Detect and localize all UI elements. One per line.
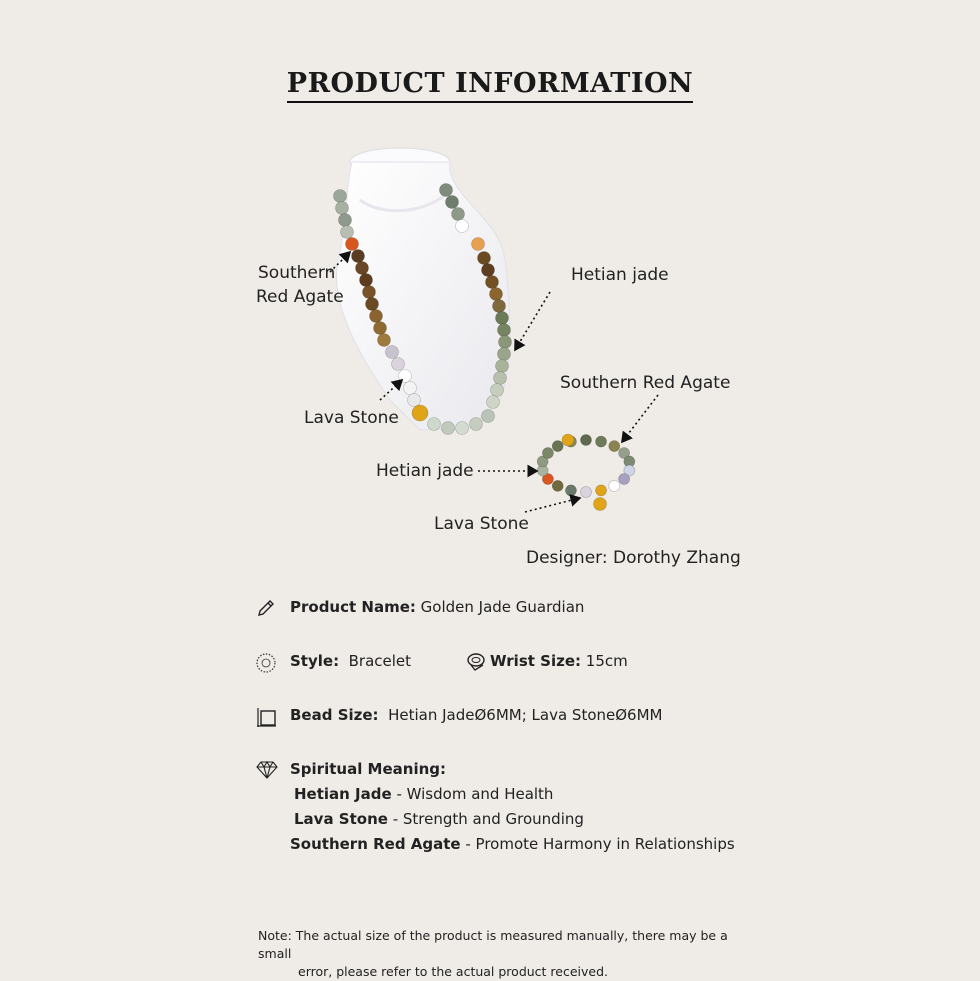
necklace-bead bbox=[482, 264, 495, 277]
measuring-tape-icon bbox=[466, 652, 486, 672]
meaning-item bbox=[290, 835, 735, 853]
label-bracelet-lava: Lava Stone bbox=[434, 514, 529, 534]
necklace-bead bbox=[491, 384, 504, 397]
meaning-text: - Wisdom and Health bbox=[391, 785, 554, 803]
necklace-bead bbox=[341, 226, 354, 239]
spiritual-meaning-label: Spiritual Meaning: bbox=[290, 760, 447, 778]
product-name-row bbox=[290, 598, 584, 616]
necklace-bead bbox=[456, 220, 469, 233]
necklace-bead bbox=[352, 250, 365, 263]
diamond-icon bbox=[256, 760, 278, 780]
bracelet-bead bbox=[619, 474, 630, 485]
bracelet-bead bbox=[542, 448, 553, 459]
bracelet bbox=[537, 434, 635, 511]
mannequin-bust bbox=[337, 148, 510, 430]
bracelet-bead bbox=[581, 487, 592, 498]
necklace-bead bbox=[499, 336, 512, 349]
necklace-bead bbox=[428, 418, 441, 431]
necklace-bead bbox=[404, 382, 417, 395]
bracelet-bead bbox=[596, 485, 607, 496]
bracelet-charm bbox=[594, 498, 607, 511]
necklace-bead bbox=[366, 298, 379, 311]
necklace-bead bbox=[392, 358, 405, 371]
necklace-bead bbox=[356, 262, 369, 275]
necklace-bead bbox=[374, 322, 387, 335]
necklace-bead bbox=[446, 196, 459, 209]
necklace-bead bbox=[440, 184, 453, 197]
necklace-bead bbox=[339, 214, 352, 227]
style-row bbox=[290, 652, 411, 670]
arrow-bracelet-agate bbox=[622, 395, 658, 442]
necklace-bead bbox=[496, 360, 509, 373]
style-badge-icon bbox=[255, 652, 277, 674]
bracelet-bead bbox=[552, 480, 563, 491]
note-line-2: error, please refer to the actual product received. bbox=[298, 964, 609, 979]
meaning-text: - Promote Harmony in Relationships bbox=[460, 835, 735, 853]
meaning-text: - Strength and Grounding bbox=[387, 810, 584, 828]
label-bracelet-agate: Southern Red Agate bbox=[560, 373, 731, 393]
necklace-bead bbox=[378, 334, 391, 347]
label-necklace-lava: Lava Stone bbox=[304, 408, 399, 428]
wrist-size-label: Wrist Size: bbox=[490, 652, 581, 670]
necklace-bead bbox=[452, 208, 465, 221]
necklace-bead bbox=[472, 238, 485, 251]
arrow-necklace-jade bbox=[515, 292, 550, 350]
meaning-stone: Southern Red Agate bbox=[290, 835, 461, 853]
product-name-label: Product Name: bbox=[290, 598, 416, 616]
size-note bbox=[258, 927, 738, 981]
necklace-bead bbox=[498, 324, 511, 337]
necklace-bead bbox=[399, 370, 412, 383]
necklace-pendant bbox=[412, 405, 428, 421]
bracelet-bead bbox=[609, 480, 620, 491]
necklace-bead bbox=[346, 238, 359, 251]
necklace-bead bbox=[487, 396, 500, 409]
necklace-bead bbox=[360, 274, 373, 287]
bracelet-bead bbox=[596, 436, 607, 447]
bracelet-clasp bbox=[562, 434, 574, 446]
necklace-bead bbox=[486, 276, 499, 289]
note-line-1: Note: The actual size of the product is measured manually, there may be a small bbox=[258, 928, 728, 961]
necklace-bead bbox=[482, 410, 495, 423]
necklace-bead bbox=[493, 300, 506, 313]
necklace-bead bbox=[490, 288, 503, 301]
label-necklace-jade: Hetian jade bbox=[571, 265, 669, 285]
necklace-bead bbox=[456, 422, 469, 435]
necklace-bead bbox=[370, 310, 383, 323]
style-value: Bracelet bbox=[348, 652, 412, 670]
necklace-bead bbox=[498, 348, 511, 361]
necklace-bead bbox=[334, 190, 347, 203]
bracelet-bead bbox=[609, 441, 620, 452]
meaning-stone: Lava Stone bbox=[294, 810, 388, 828]
wrist-size-row bbox=[490, 652, 628, 670]
product-name-value: Golden Jade Guardian bbox=[420, 598, 585, 616]
meaning-item bbox=[294, 810, 584, 828]
necklace-bead bbox=[386, 346, 399, 359]
necklace-bead bbox=[478, 252, 491, 265]
page-title: PRODUCT INFORMATION bbox=[287, 68, 693, 103]
bracelet-bead bbox=[565, 485, 576, 496]
designer-credit: Designer: Dorothy Zhang bbox=[526, 548, 741, 568]
wrist-size-value: 15cm bbox=[585, 652, 628, 670]
meaning-stone: Hetian Jade bbox=[294, 785, 392, 803]
arrow-bracelet-lava bbox=[525, 498, 580, 512]
label-necklace-agate-line1: Southern bbox=[258, 263, 336, 283]
label-necklace-agate-line2: Red Agate bbox=[256, 287, 344, 307]
bead-size-value: Hetian JadeØ6MM; Lava StoneØ6MM bbox=[388, 706, 663, 724]
spiritual-meaning-heading bbox=[290, 760, 446, 778]
bead-size-icon bbox=[256, 706, 278, 728]
necklace-bead bbox=[408, 394, 421, 407]
necklace-bead bbox=[494, 372, 507, 385]
bracelet-bead bbox=[552, 441, 563, 452]
necklace-bead bbox=[363, 286, 376, 299]
necklace-bead bbox=[496, 312, 509, 325]
necklace-bead bbox=[336, 202, 349, 215]
necklace-bead bbox=[442, 422, 455, 435]
bead-size-label: Bead Size: bbox=[290, 706, 379, 724]
meaning-item bbox=[294, 785, 553, 803]
bead-size-row bbox=[290, 706, 662, 724]
pencil-icon bbox=[256, 598, 276, 618]
necklace-bead bbox=[470, 418, 483, 431]
style-label: Style: bbox=[290, 652, 340, 670]
label-bracelet-jade: Hetian jade bbox=[376, 461, 474, 481]
bracelet-bead bbox=[581, 435, 592, 446]
